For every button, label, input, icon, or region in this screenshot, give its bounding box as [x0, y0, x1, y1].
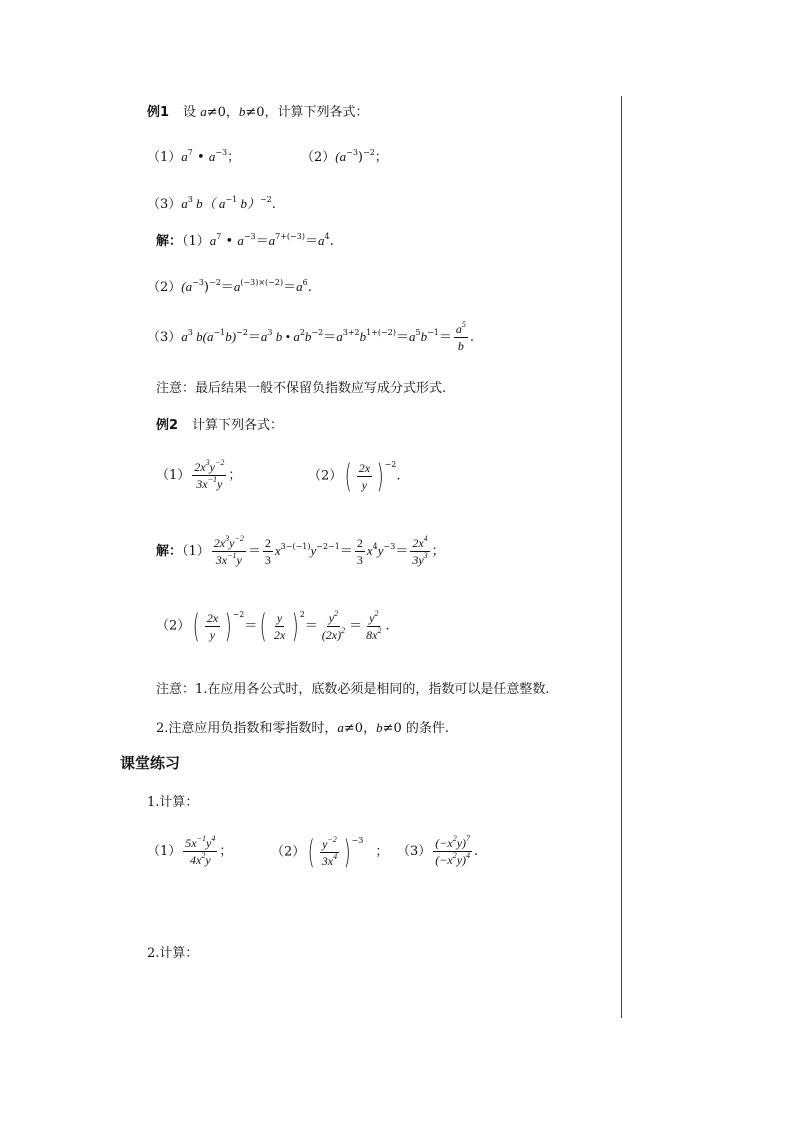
- example2-item2: （2） ( $\frac{2x}{y}$ ) −2 .: [308, 457, 401, 495]
- example1-title: 例1: [147, 105, 170, 120]
- example1-note: 注意：最后结果一般不保留负指数应写成分式形式.: [156, 381, 447, 396]
- practice-p2: （2） ( $\frac{y^{-2}}{3x^4}$ ) −3 ；: [271, 833, 389, 871]
- fraction: $\frac{y^2}{(2x)^2}$: [321, 608, 346, 642]
- fraction: $\frac{2}{3}$: [264, 536, 271, 567]
- example2-intro: 例2 计算下列各式：: [156, 418, 284, 433]
- fraction: $\frac{2}{3}$: [356, 536, 363, 567]
- fraction: $\frac{a^5}{b}$: [455, 320, 466, 353]
- fraction: $\frac{2x^3y^{-2}}{3x^{-1}y}$: [213, 534, 244, 567]
- fraction: $\frac{2x^3y^{-2}}{3x^{-1}y}$: [194, 458, 225, 491]
- parenthesized-fraction: ( $\frac{2x}{y}$ ) −2: [345, 457, 397, 495]
- practice-q2: 2.计算：: [147, 946, 199, 961]
- fraction: $\frac{2x^4}{3y^3}$: [412, 534, 428, 567]
- fraction: $\frac{y^2}{8x^2}$: [366, 608, 382, 642]
- fraction: $\frac{(-x^2y)^7}{(-x^2y)^4}$: [435, 834, 471, 867]
- example2-title: 例2: [156, 418, 179, 433]
- example1-solution2: $(2)(a^{-3})^{-2}=a^{(-3)\times(-2)}=a^6$.: [147, 278, 312, 295]
- practice-p1: （1） $\frac{5x^{-1}y^4}{4x^2y}$ ；: [147, 834, 233, 867]
- parenthesized-fraction: ( $\frac{y}{2x}$ ) 2: [260, 607, 305, 645]
- example1-item2: $(2)(a^{-3})^{-2}$；: [301, 148, 388, 165]
- example2-note2: 2.注意应用负指数和零指数时，a≠0，b≠0 的条件.: [156, 720, 450, 736]
- example2-solution2: （2） ( $\frac{2x}{y}$ ) −2 ＝ ( $\frac{y}{2x}$ ) 2 ＝ $\frac{y^2}{(2x)^2}$ ＝ $\frac{y^2}{8x^2}$ .: [156, 607, 390, 645]
- example1-item1: $(1)a^7$ • $a^{-3}$；: [147, 148, 241, 165]
- example1-item3: $(3)a^3$ b（ $a^{-1}$ b）$^{-2}$.: [147, 195, 276, 212]
- practice-q1: 1.计算：: [147, 795, 199, 810]
- practice-p3: （3） $\frac{(-x^2y)^7}{(-x^2y)^4}$ .: [397, 834, 479, 867]
- parenthesized-fraction: ( $\frac{y^{-2}}{3x^4}$ ) −3: [308, 833, 364, 871]
- example2-solution1: 解：（1） $\frac{2x^3y^{-2}}{3x^{-1}y}$ ＝ $\frac{2}{3}$ $x^{3-(-1)}y^{-2-1}=$ $\frac{2}{3}$ $x^4y^{-3}=$ $\frac{2x^4}{3y^3}$ ；: [156, 534, 445, 567]
- example2-item1: （1） $\frac{2x^3y^{-2}}{3x^{-1}y}$ ；: [156, 458, 242, 491]
- example1-solution1: 解：$(1)a^7$ • $a^{-3}=a^{7+(-3)}=a^4$.: [156, 232, 334, 249]
- margin-rule: [621, 96, 622, 1018]
- example2-note1: 注意：1.在应用各公式时，底数必须是相同的，指数可以是任意整数.: [156, 682, 550, 697]
- fraction: $\frac{5x^{-1}y^4}{4x^2y}$: [185, 834, 216, 867]
- practice-heading: 课堂练习: [120, 754, 181, 772]
- example1-solution3: $(3)a^3$ $b(a^{-1}b)^{-2}=a^3$ b • $a^2b^{-2}=a^{3+2}b^{1+(-2)}=a^5b^{-1}=$ $\frac{a^5}{b}$ .: [147, 320, 475, 353]
- parenthesized-fraction: ( $\frac{2x}{y}$ ) −2: [193, 607, 245, 645]
- example1-intro: 例1 设 a≠0，b≠0，计算下列各式：: [147, 104, 369, 120]
